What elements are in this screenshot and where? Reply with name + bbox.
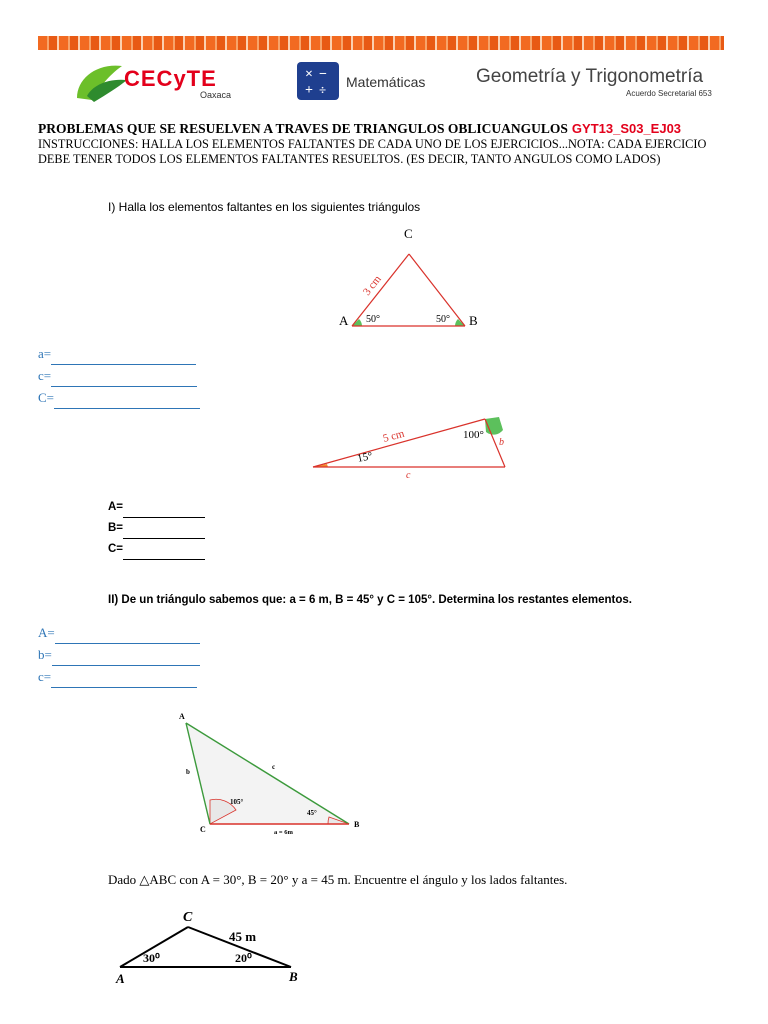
svg-text:÷: ÷ xyxy=(319,82,327,97)
document-title xyxy=(38,120,738,138)
blanks-group-2 xyxy=(108,497,205,560)
blank-c2[interactable]: c= xyxy=(38,666,200,688)
section3-text: Dado △ABC con A = 30°, B = 20° y a = 45 m. Encuentre el ángulo y los lados faltantes. xyxy=(108,872,568,887)
vertex-c-label: C xyxy=(404,226,413,241)
blank-a[interactable]: a= xyxy=(38,343,200,365)
header-banner-stripe xyxy=(38,36,724,50)
side-c-label: c xyxy=(406,470,411,481)
section2-heading: II) De un triángulo sabemos que: a = 6 m, B = 45° y C = 105°. Determina los restantes elementos. xyxy=(108,594,633,606)
agreement-label: Acuerdo Secretarial 653 xyxy=(626,89,712,98)
subject-label: Matemáticas xyxy=(346,74,426,90)
hyp-label: 5 cm xyxy=(381,427,406,445)
angle-15-label: 15° xyxy=(356,449,374,465)
triangle-1 xyxy=(332,224,502,334)
side-a-label: a = 6m xyxy=(274,829,293,836)
side-b-label: b xyxy=(186,768,190,776)
math-icon xyxy=(297,62,339,100)
blank-angle-c[interactable]: C= xyxy=(38,387,200,409)
angle-b-label: 50° xyxy=(436,314,450,325)
angle-105-label: 105° xyxy=(230,798,244,806)
triangle-3 xyxy=(176,708,366,838)
vertex-a-label: A xyxy=(179,712,185,721)
blank-A2[interactable]: A= xyxy=(38,622,200,644)
blank-c[interactable]: c= xyxy=(38,365,200,387)
angle-30-label: 30⁰ xyxy=(143,951,160,965)
course-title: Geometría y Trigonometría xyxy=(476,66,704,87)
blank-B[interactable]: B= xyxy=(108,518,205,539)
vertex-b-label: B xyxy=(289,969,298,984)
angle-100-label: 100° xyxy=(463,429,484,441)
svg-text:×: × xyxy=(305,67,313,82)
cecyte-logo xyxy=(72,58,242,104)
angle-45-label: 45° xyxy=(307,809,317,817)
logo-name: CECyTE xyxy=(124,66,217,91)
vertex-b-label: B xyxy=(469,313,478,328)
angle-20-label: 20⁰ xyxy=(235,951,252,965)
blank-b2[interactable]: b= xyxy=(38,644,200,666)
exercise-code: GYT13_S03_EJ03 xyxy=(571,121,682,136)
leaf-logo-icon xyxy=(72,58,132,104)
section1-heading: I) Halla los elementos faltantes en los siguientes triángulos xyxy=(108,200,421,214)
logo-sub: Oaxaca xyxy=(200,90,232,100)
title-text: PROBLEMAS QUE SE RESUELVEN A TRAVES DE TRIANGULOS OBLICUANGULOS xyxy=(38,121,568,136)
side-b-label: b xyxy=(499,437,504,448)
vertex-c-label: C xyxy=(200,825,206,834)
blanks-group-3 xyxy=(38,622,200,688)
side-label: 3 cm xyxy=(360,273,384,298)
svg-text:+: + xyxy=(305,83,313,98)
triangle-2 xyxy=(308,412,518,482)
blanks-group-1 xyxy=(38,343,200,409)
vertex-a-label: A xyxy=(339,313,349,328)
side-45m-label: 45 m xyxy=(229,929,257,944)
vertex-b-label: B xyxy=(354,820,360,829)
angle-a-label: 50° xyxy=(366,314,380,325)
blank-C[interactable]: C= xyxy=(108,539,205,560)
svg-text:−: − xyxy=(319,67,327,82)
triangle-4 xyxy=(108,905,308,985)
vertex-c-label: C xyxy=(183,910,193,925)
instructions: INSTRUCCIONES: HALLA LOS ELEMENTOS FALTANTES DE CADA UNO DE LOS EJERCICIOS...NOTA: CADA EJERCICIO DEBE TENER TODOS LOS ELEMENTOS FALTANTES RESUELTOS. (ES DECIR, TANTO ANGULOS COMO LADOS) xyxy=(38,137,707,166)
vertex-a-label: A xyxy=(116,971,125,985)
blank-A[interactable]: A= xyxy=(108,497,205,518)
side-c-label: c xyxy=(272,763,276,771)
